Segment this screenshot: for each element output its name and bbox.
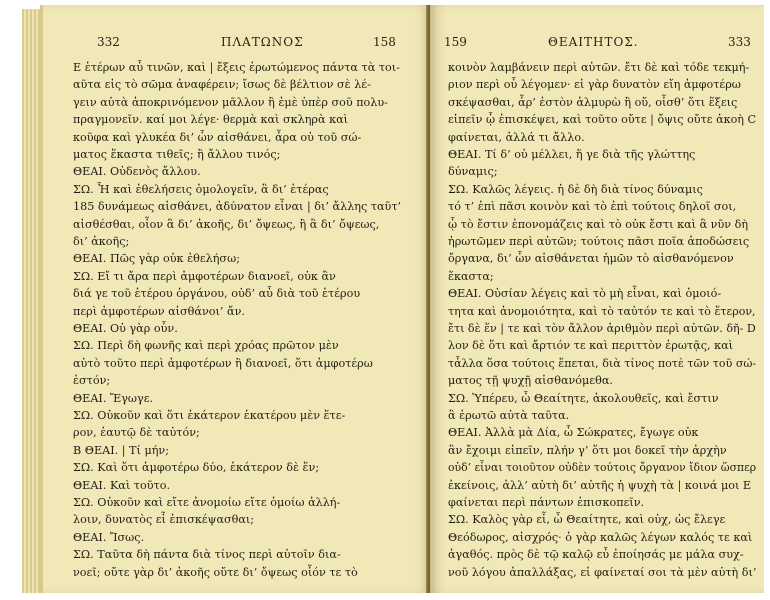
text-line: νοῦ λόγου ἀπαλλάξας, εἰ φαίνεταί σοι τὰ μὲν αὐτὴ δι’ <box>448 565 757 579</box>
text-line: εἰπεῖν ᾧ ἐπισκέψει, καὶ τοῦτο οὔτε | ὄψις οὔτε ἀκοὴ C <box>448 113 757 127</box>
text-line: ΣΩ. Οὐκοῦν καὶ ὅτι ἑκάτερον ἑκατέρου μὲν ἕτε- <box>73 409 346 422</box>
text-line: φαίνεται περὶ πάντων ἐπισκοπεῖν. <box>448 496 645 509</box>
text-line: περὶ ἀμφοτέρων αἰσθάνοι’ ἄν. <box>73 304 245 318</box>
text-line: λοιν, δυνατὸς εἶ ἐπισκέψασθαι; <box>73 513 255 527</box>
text-line: ΣΩ. Περὶ δὴ φωνῆς καὶ περὶ χρόας πρῶτον μὲν <box>73 339 339 353</box>
right-running-title: ΘΕΑΙΤΗΤΟΣ. <box>548 35 639 49</box>
text-line: νοεῖ; οὔτε γὰρ δι’ ἀκοῆς οὔτε δι’ ὄψεως οἷόν τε τὸ <box>73 565 358 579</box>
text-line: ΘΕΑΙ. Καὶ τοῦτο. <box>73 478 171 492</box>
text-line: ΘΕΑΙ. Οὐ γὰρ οὖν. <box>73 322 178 335</box>
text-line: ΘΕΑΙ. Πῶς γὰρ οὐκ ἐθελήσω; <box>73 252 240 266</box>
text-line: αἰσθέσθαι, οἷον ἃ δι’ ἀκοῆς, δι’ ὄψεως, ἢ ἃ δι’ ὄψεως, <box>73 217 380 231</box>
text-line: τητα καὶ ἀνομοιότητα, καὶ τὸ ταὐτόν τε καὶ τὸ ἕτερον, <box>448 304 756 318</box>
text-line: ἐστόν; <box>73 374 111 388</box>
text-line: ματος τῇ ψυχῇ αἰσθανόμεθα. <box>448 374 613 388</box>
text-line: ΘΕΑΙ. Τί δ’ οὐ μέλλει, ἥ γε διὰ τῆς γλώττης <box>448 148 696 161</box>
text-line: κοινὸν λαμβάνειν περὶ αὐτῶν. ἔτι δὲ καὶ τόδε τεκμή- <box>448 61 750 74</box>
text-line: ΘΕΑΙ. Οὐδενὸς ἄλλου. <box>73 165 201 179</box>
text-line: ΣΩ. Καλὸς γὰρ εἶ, ὦ Θεαίτητε, καὶ οὐχ, ὡς ἔλεγε <box>448 513 726 527</box>
text-line: τό τ’ ἐπὶ πᾶσι κοινὸν καὶ τὸ ἐπὶ τούτοις δηλοῖ σοι, <box>448 200 737 214</box>
open-book <box>22 5 764 595</box>
text-line: ὄργανα, δι’ ὧν αἰσθάνεται ἡμῶν τὸ αἰσθανόμενον <box>448 252 734 266</box>
right-page <box>430 5 764 593</box>
text-line: αὐτὸ τοῦτο περὶ ἀμφοτέρων ἢ διανοεῖ, ὅτι ἀμφοτέρω <box>73 356 373 370</box>
text-line: ΣΩ. Ἦ καὶ ἐθελήσεις ὁμολογεῖν, ἃ δι’ ἑτέρας <box>73 182 329 196</box>
text-line: πραγμονεῖν. καί μοι λέγε· θερμὰ καὶ σκληρὰ καὶ <box>73 113 349 127</box>
text-line: ΘΕΑΙ. Ἴσως. <box>73 530 145 544</box>
left-running-title: ΠΛΑΤΩΝΟΣ <box>221 35 304 49</box>
text-line: 185 δυνάμεως αἰσθάνει, ἀδύνατον εἶναι | δι’ ἄλλης ταῦτ’ <box>73 200 402 214</box>
text-line: ᾧ τὸ ἔστιν ἐπονομάζεις καὶ τὸ οὐκ ἔστι καὶ ἃ νῦν δὴ <box>448 217 749 231</box>
left-page-number: 332 <box>97 35 120 49</box>
text-line: ΣΩ. Καὶ ὅτι ἀμφοτέρω δύο, ἑκάτερον δὲ ἕν; <box>73 461 320 475</box>
page-edges <box>22 9 42 593</box>
text-line: κοῦφα καὶ γλυκέα δι’ ὧν αἰσθάνει, ἆρα οὐ τοῦ σώ- <box>73 130 362 144</box>
text-line: ΣΩ. Ταῦτα δὴ πάντα διὰ τίνος περὶ αὐτοῖν δια- <box>73 548 341 562</box>
text-line: δι’ ἀκοῆς; <box>73 235 130 248</box>
text-line: διά γε τοῦ ἑτέρου ὀργάνου, οὐδ’ αὖ διὰ τοῦ ἑτέρου <box>73 287 361 301</box>
text-line: αῦτα εἰς τὸ σῶμα ἀναφέρειν; ἴσως δὲ βέλτιον σὲ λέ- <box>73 78 371 92</box>
text-line: Ε ἑτέρων αὖ τινῶν, καὶ | ἔξεις ἐρωτώμενος πάντα τὰ τοι- <box>73 61 400 74</box>
text-line: Β ΘΕΑΙ. | Τί μήν; <box>73 443 170 457</box>
text-line: ΣΩ. Ὑπέρευ, ὦ Θεαίτητε, ἀκολουθεῖς, καὶ ἔστιν <box>448 391 719 405</box>
text-line: ἠρωτῶμεν περὶ αὐτῶν; τούτοις πᾶσι ποῖα ἀποδώσεις <box>448 235 750 248</box>
text-line: ΘΕΑΙ. Ἔγωγε. <box>73 391 154 405</box>
text-line: ἔτι δὲ ἕν | τε καὶ τὸν ἄλλον ἀριθμὸν περὶ αὐτῶν. δῆ- D <box>448 322 756 335</box>
text-line: ἃ ἐρωτῶ αὐτὰ ταῦτα. <box>448 409 570 422</box>
text-line: τἆλλα ὅσα τούτοις ἕπεται, διὰ τίνος ποτὲ τῶν τοῦ σώ- <box>448 356 757 370</box>
text-line: γειν αὐτὰ ἀποκρινόμενον μᾶλλον ἢ ἐμὲ ὑπὲρ σοῦ πολυ- <box>73 95 388 109</box>
text-line: Θεόδωρος, αἰσχρός· ὁ γὰρ καλῶς λέγων καλός τε καὶ <box>448 530 753 544</box>
text-line: ματος ἕκαστα τιθεῖς; ἢ ἄλλου τινός; <box>73 148 281 161</box>
text-line: ΘΕΑΙ. Ἀλλὰ μὰ Δία, ὦ Σώκρατες, ἔγωγε οὐκ <box>448 426 699 440</box>
left-stephanus-number: 158 <box>373 35 396 49</box>
text-line: φαίνεται, ἀλλά τι ἄλλο. <box>448 130 585 144</box>
text-line: λον δὲ ὅτι καὶ ἄρτιόν τε καὶ περιττὸν ἐρωτᾷς, καὶ <box>448 339 734 353</box>
text-line: ΣΩ. Εἴ τι ἄρα περὶ ἀμφοτέρων διανοεῖ, οὐκ ἂν <box>73 269 336 283</box>
text-line: ΘΕΑΙ. Οὐσίαν λέγεις καὶ τὸ μὴ εἶναι, καὶ ὁμοιό- <box>448 287 722 301</box>
left-page <box>40 5 431 593</box>
right-stephanus-number: 159 <box>444 35 467 49</box>
text-line: ἂν ἔχοιμι εἰπεῖν, πλήν γ’ ὅτι μοι δοκεῖ τὴν ἀρχὴν <box>448 443 727 457</box>
text-line: ριον περὶ οὗ λέγομεν· εἰ γὰρ δυνατὸν εἴη ἀμφοτέρω <box>448 78 741 92</box>
text-line: ΣΩ. Καλῶς λέγεις. ἡ δὲ δὴ διὰ τίνος δύναμις <box>448 182 703 196</box>
text-line: οὐδ’ εἶναι τοιοῦτον οὐδὲν τούτοις ὄργανον ἴδιον ὥσπερ <box>448 461 757 475</box>
text-line: ΣΩ. Οὐκοῦν καὶ εἴτε ἀνομοίω εἴτε ὁμοίω ἀλλή- <box>73 496 341 509</box>
text-line: ἐκείνοις, ἀλλ’ αὐτὴ δι’ αὑτῆς ἡ ψυχὴ τὰ | κοινά μοι Ε <box>448 478 752 492</box>
text-line: ἀγαθός. πρὸς δὲ τῷ καλῷ εὖ ἐποίησάς με μάλα συχ- <box>448 548 744 562</box>
text-line: ἕκαστα; <box>448 269 494 283</box>
right-page-number: 333 <box>728 35 751 49</box>
text-line: ρον, ἑαυτῷ δὲ ταὐτόν; <box>73 426 200 440</box>
text-line: σκέψασθαι, ἆρ’ ἐστὸν ἁλμυρὼ ἢ οὔ, οἶσθ’ ὅτι ἕξεις <box>448 95 738 109</box>
text-line: δύναμις; <box>448 165 498 179</box>
